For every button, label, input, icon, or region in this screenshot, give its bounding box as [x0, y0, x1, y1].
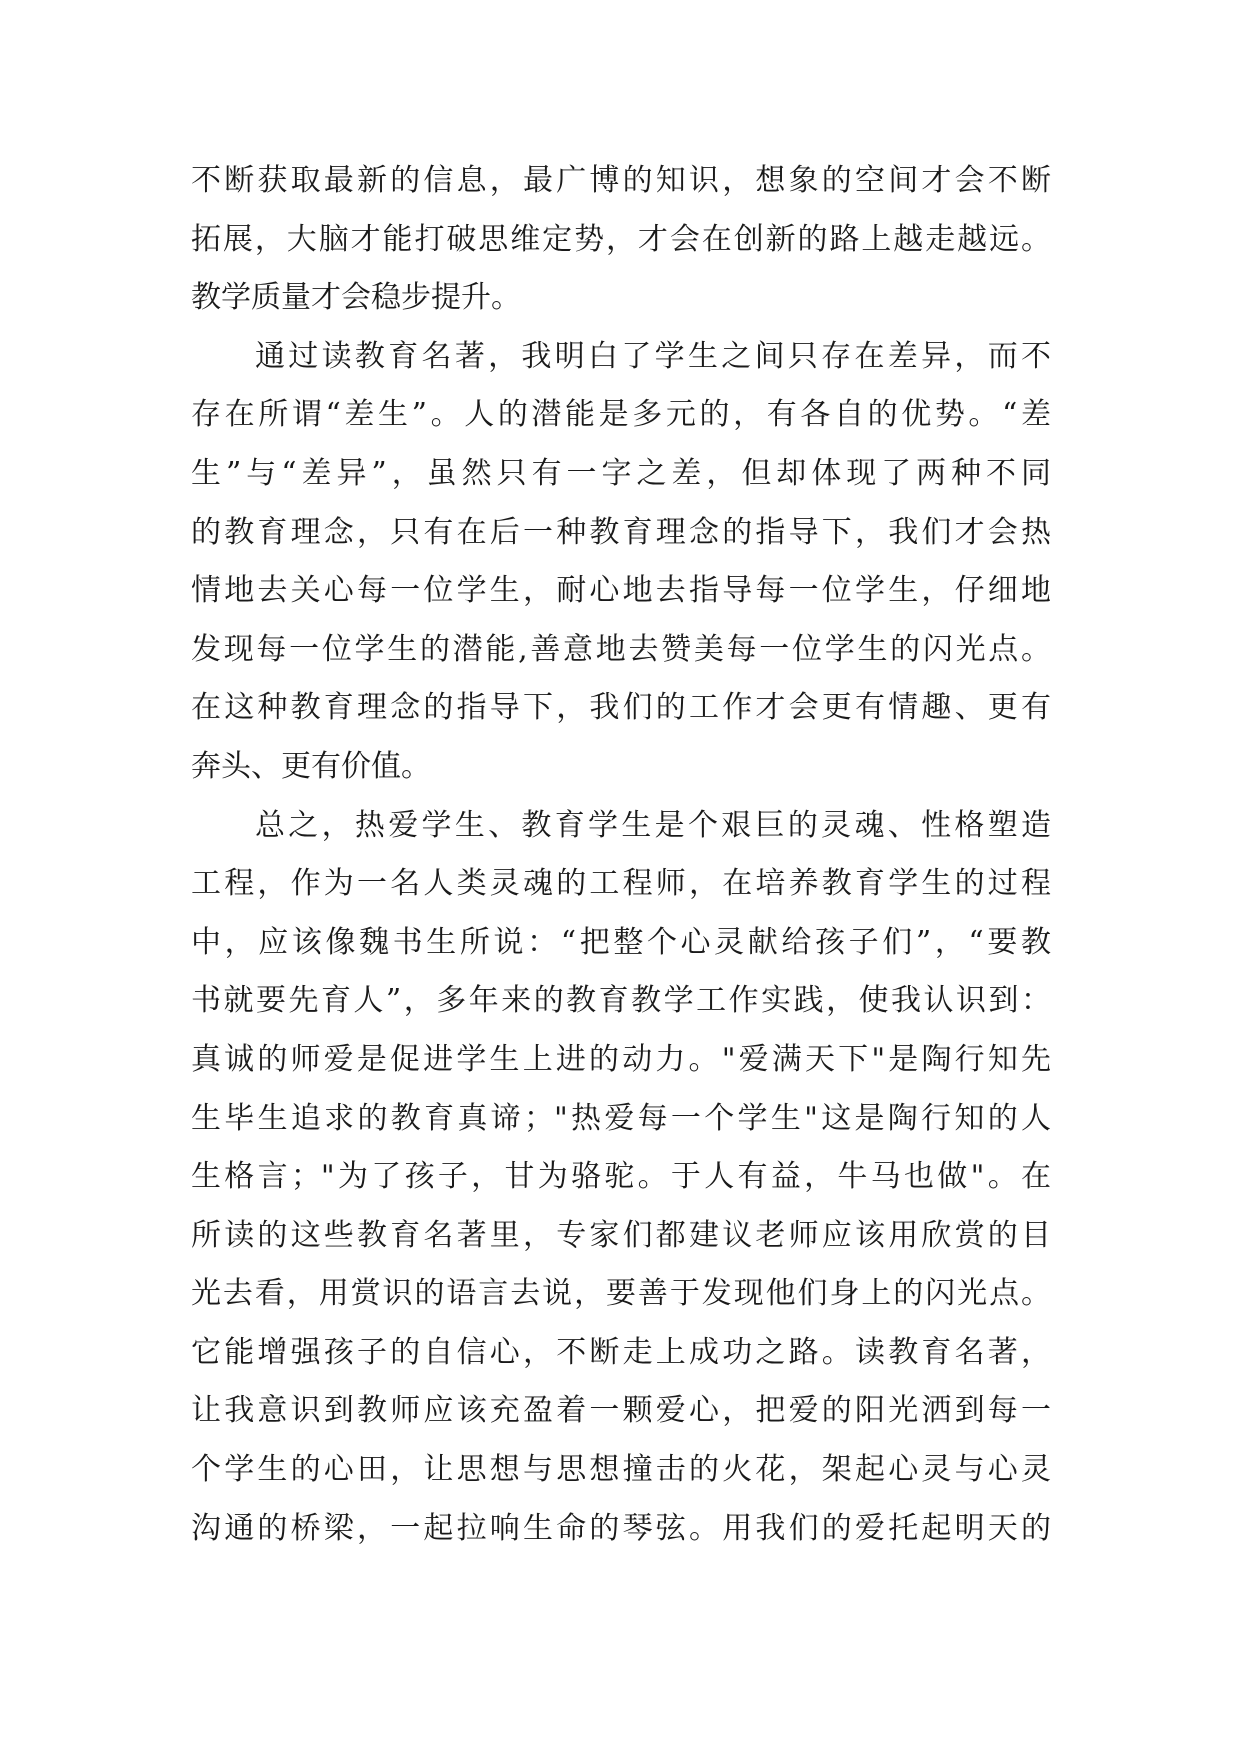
paragraph-3 — [191, 797, 1051, 1559]
text-line: 生毕生追求的教育真谛；"热爱每一个学生"这是陶行知的人 — [191, 1100, 1051, 1136]
text-line: 拓展，大脑才能打破思维定势，才会在创新的路上越走越远。 — [191, 221, 1051, 257]
text-line: 总之，热爱学生、教育学生是个艰巨的灵魂、性格塑造 — [255, 807, 1051, 843]
text-line: 在这种教育理念的指导下，我们的工作才会更有情趣、更有 — [191, 690, 1051, 726]
text-line: 所读的这些教育名著里，专家们都建议老师应该用欣赏的目 — [191, 1217, 1051, 1253]
text-line: 生格言；"为了孩子，甘为骆驼。于人有益，牛马也做"。在 — [191, 1159, 1051, 1195]
text-line: 不断获取最新的信息，最广博的知识，想象的空间才会不断 — [191, 163, 1051, 198]
text-line: 的教育理念，只有在后一种教育理念的指导下，我们才会热 — [191, 514, 1051, 550]
text-line: 个学生的心田，让思想与思想撞击的火花，架起心灵与心灵 — [191, 1452, 1051, 1488]
text-line: 奔头、更有价值。 — [191, 748, 431, 784]
text-line: 生”与“差异”，虽然只有一字之差，但却体现了两种不同 — [191, 455, 1051, 491]
paragraph-2 — [191, 328, 1051, 797]
text-line: 中，应该像魏书生所说：“把整个心灵献给孩子们”，“要教 — [191, 924, 1051, 960]
text-line: 情地去关心每一位学生，耐心地去指导每一位学生，仔细地 — [191, 573, 1051, 609]
text-line: 发现每一位学生的潜能,善意地去赞美每一位学生的闪光点。 — [191, 631, 1051, 667]
text-line: 光去看，用赏识的语言去说，要善于发现他们身上的闪光点。 — [191, 1276, 1051, 1312]
document-body — [191, 152, 1051, 1558]
text-line: 让我意识到教师应该充盈着一颗爱心，把爱的阳光洒到每一 — [191, 1393, 1051, 1429]
text-line: 通过读教育名著，我明白了学生之间只存在差异，而不 — [255, 338, 1051, 374]
text-line: 教学质量才会稳步提升。 — [191, 280, 521, 316]
text-line: 真诚的师爱是促进学生上进的动力。"爱满天下"是陶行知先 — [191, 1041, 1051, 1077]
text-line: 沟通的桥梁，一起拉响生命的琴弦。用我们的爱托起明天的 — [191, 1510, 1051, 1546]
text-line: 书就要先育人”，多年来的教育教学工作实践，使我认识到： — [191, 983, 1051, 1019]
text-line: 存在所谓“差生”。人的潜能是多元的，有各自的优势。“差 — [191, 397, 1051, 433]
text-line: 它能增强孩子的自信心，不断走上成功之路。读教育名著， — [191, 1334, 1051, 1370]
paragraph-1 — [191, 152, 1051, 328]
text-line: 工程，作为一名人类灵魂的工程师，在培养教育学生的过程 — [191, 866, 1051, 902]
